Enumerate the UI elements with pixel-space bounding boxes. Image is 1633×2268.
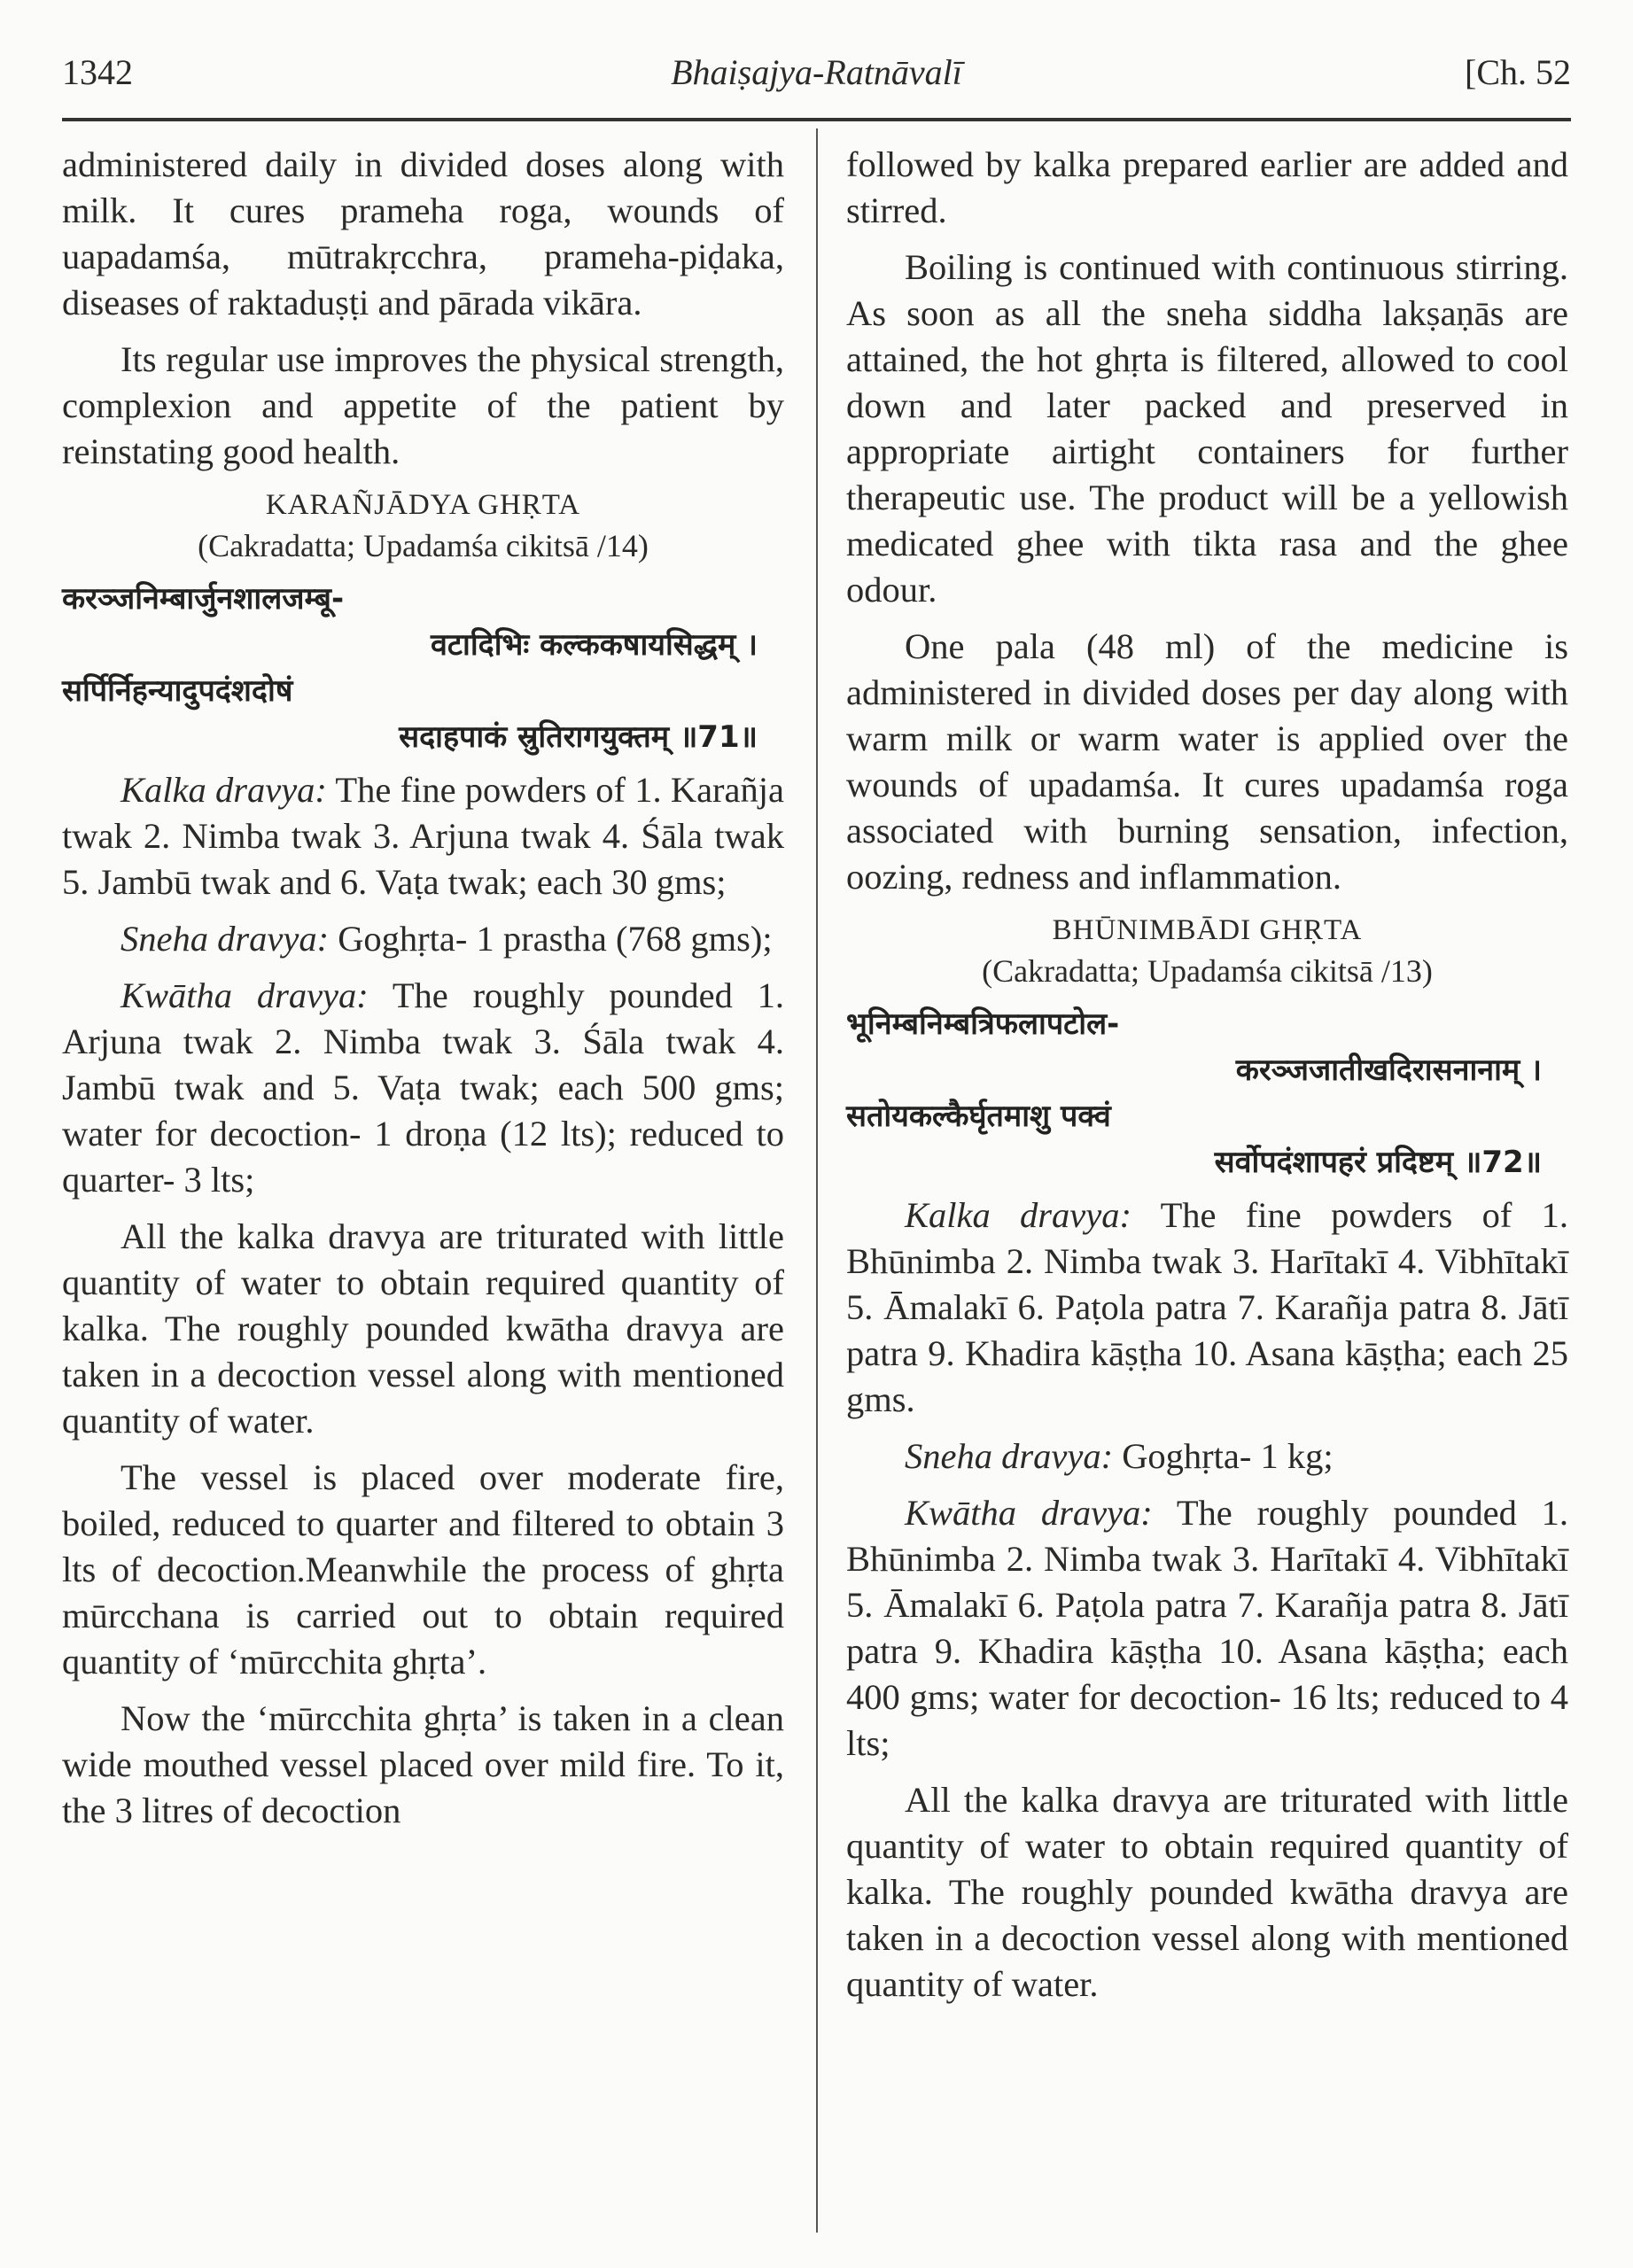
kwatha-text: The roughly pounded 1. Arjuna twak 2. Nimba twak 3. Śāla twak 4. Jambū twak and 5. Vaṭa twak; each 500 gms; water for decoction- 1 droṇa (12 lts); reduced to quarter- 3 lts;: [62, 975, 784, 1200]
section-title: BHŪNIMBĀDI GHṚTA: [1052, 914, 1363, 946]
paragraph: Boiling is continued with continuous stirring. As soon as all the sneha siddha lakṣaṇās are attained, the hot ghṛta is filtered, allowed to cool down and later packed and preserved in appropriate airtight containers for further therapeutic use. The product will be a yellowish medicated ghee with tikta rasa and the ghee odour.: [846, 247, 1568, 610]
paragraph: The vessel is placed over moderate fire, boiled, reduced to quarter and filtered to obtain 3 lts of decoction.Meanwhile the process of ghṛta mūrcchana is carried out to obtain required quantity of ‘mūrcchita ghṛta’.: [62, 1457, 784, 1682]
section-title: KARAÑJĀDYA GHṚTA: [265, 489, 581, 521]
paragraph: administered daily in divided doses along with milk. It cures prameha roga, wounds of uapadamśa, mūtrakṛcchra, prameha-piḍaka, diseases of raktaduṣṭi and pārada vikāra.: [62, 144, 784, 322]
kwatha-paragraph: [62, 973, 784, 1203]
sneha-label: Sneha dravya:: [905, 1436, 1114, 1476]
paragraph: followed by kalka prepared earlier are added and stirred.: [846, 144, 1568, 230]
sneha-paragraph: [62, 916, 784, 962]
sanskrit-verse-line: करञ्जजातीखदिरासनानाम् ।: [1235, 1052, 1542, 1088]
section-reference: (Cakradatta; Upadamśa cikitsā /14): [198, 528, 649, 563]
sanskrit-verse-line: सदाहपाकं स्रुतिरागयुक्तम् ॥71॥: [399, 719, 758, 755]
sanskrit-verse-line: सर्पिर्निहन्यादुपदंशदोषं: [62, 673, 293, 709]
page-header: [62, 43, 1571, 113]
chapter-label: [Ch. 52: [1465, 52, 1571, 92]
left-column: [62, 142, 784, 1845]
sanskrit-verse-line: वटादिभिः कल्ककषायसिद्धम् ।: [431, 627, 758, 663]
header-rule: [62, 118, 1571, 121]
kwatha-paragraph: [846, 1490, 1568, 1767]
kwatha-text: The roughly pounded 1. Bhūnimba 2. Nimba twak 3. Harītakī 4. Vibhītakī 5. Āmalakī 6. Paṭola patra 7. Karañja patra 8. Jātī patra 9. Khadira kāṣṭha 10. Asana kāṣṭha; each 400 gms; water for decoction- 16 lts; reduced to 4 lts;: [846, 1493, 1568, 1763]
paragraph: Now the ‘mūrcchita ghṛta’ is taken in a clean wide mouthed vessel placed over mild fire. To it, the 3 litres of decoction: [62, 1698, 784, 1830]
sneha-paragraph: [846, 1433, 1568, 1480]
paragraph: Its regular use improves the physical strength, complexion and appetite of the patient by reinstating good health.: [62, 339, 784, 471]
paragraph: All the kalka dravya are triturated with little quantity of water to obtain required quantity of kalka. The roughly pounded kwātha dravya are taken in a decoction vessel along with mentioned quantity of water.: [846, 1780, 1568, 2004]
page-number: 1342: [62, 52, 133, 92]
sneha-text: Goghṛta- 1 kg;: [1113, 1436, 1334, 1476]
sanskrit-verse-line: सतोयकल्कैर्घृतमाशु पक्वं: [846, 1099, 1111, 1134]
kalka-text: The fine powders of 1. Bhūnimba 2. Nimba twak 3. Harītakī 4. Vibhītakī 5. Āmalakī 6. Paṭola patra 7. Karañja patra 8. Jātī patra 9. Khadira kāṣṭha 10. Asana kāṣṭha; each 25 gms.: [846, 1195, 1569, 1419]
sneha-label: Sneha dravya:: [121, 919, 330, 959]
kalka-paragraph: [62, 767, 784, 905]
sanskrit-verse-line: भूनिम्बनिम्बत्रिफलापटोल-: [846, 1006, 1120, 1042]
kwatha-label: Kwātha dravya:: [121, 975, 369, 1015]
column-divider: [816, 128, 818, 2233]
sneha-text: Goghṛta- 1 prastha (768 gms);: [329, 919, 773, 959]
kalka-text: The fine powders of 1. Karañja twak 2. Nimba twak 3. Arjuna twak 4. Śāla twak 5. Jambū twak and 6. Vaṭa twak; each 30 gms;: [62, 770, 784, 902]
right-column: [846, 142, 1568, 2018]
kwatha-label: Kwātha dravya:: [905, 1493, 1153, 1533]
section-reference: (Cakradatta; Upadamśa cikitsā /13): [982, 953, 1433, 989]
sanskrit-verse-line: सर्वोपदंशापहरं प्रदिष्टम् ॥72॥: [1214, 1145, 1542, 1180]
running-title: Bhaiṣajya-Ratnāvalī: [671, 52, 962, 92]
kalka-paragraph: [846, 1192, 1568, 1423]
kalka-label: Kalka dravya:: [905, 1195, 1131, 1235]
paragraph: All the kalka dravya are triturated with little quantity of water to obtain required quantity of kalka. The roughly pounded kwātha dravya are taken in a decoction vessel along with mentioned quantity of water.: [62, 1216, 784, 1441]
paragraph: One pala (48 ml) of the medicine is administered in divided doses per day along with warm milk or warm water is applied over the wounds of upadamśa. It cures upadamśa roga associated with burning sensation, infection, oozing, redness and inflammation.: [846, 626, 1568, 897]
sanskrit-verse-line: करञ्जनिम्बार्जुनशालजम्बू-: [62, 581, 345, 617]
kalka-label: Kalka dravya:: [121, 770, 327, 810]
